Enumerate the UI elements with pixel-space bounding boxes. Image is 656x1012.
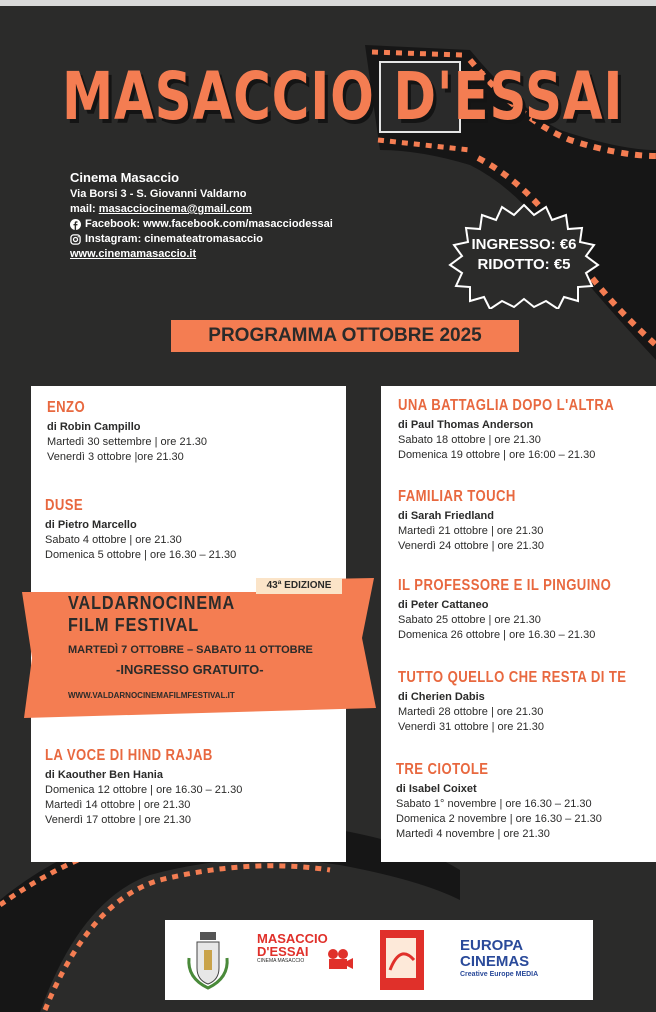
cinema-address: Via Borsi 3 - S. Giovanni Valdarno (70, 188, 247, 200)
facebook-row[interactable] (70, 217, 333, 232)
film-date: Martedì 4 novembre | ore 21.30 (396, 828, 550, 840)
film-director: di Robin Campillo (47, 421, 141, 433)
masaccio-logo-line1: MASACCIO (257, 931, 328, 946)
instagram-row[interactable] (70, 232, 333, 247)
instagram-icon (70, 234, 81, 245)
mail-row (70, 202, 333, 217)
film-date: Martedì 30 settembre | ore 21.30 (47, 436, 207, 448)
film-date: Domenica 19 ottobre | ore 16:00 – 21.30 (398, 449, 596, 461)
film-entry (398, 396, 656, 463)
europa-line2: CINEMAS (460, 953, 530, 970)
festival-text (68, 592, 313, 700)
film-director: di Peter Cattaneo (398, 599, 489, 611)
film-director: di Kaouther Ben Hania (45, 769, 163, 781)
film-date: Venerdì 31 ottobre | ore 21.30 (398, 721, 544, 733)
film-date: Sabato 4 ottobre | ore 21.30 (45, 534, 182, 546)
film-entry (396, 760, 602, 842)
film-date: Domenica 5 ottobre | ore 16.30 – 21.30 (45, 549, 237, 561)
website-link[interactable]: www.cinemamasaccio.it (70, 248, 197, 260)
film-date: Domenica 12 ottobre | ore 16.30 – 21.30 (45, 784, 243, 796)
film-director: di Sarah Friedland (398, 510, 494, 522)
film-entry (45, 496, 236, 563)
festival-title-line1: VALDARNOCINEMA (68, 593, 236, 613)
instagram-link[interactable]: Instagram: cinemateatromasaccio (85, 233, 263, 245)
mail-label: mail: (70, 203, 96, 215)
film-date: Venerdì 17 ottobre | ore 21.30 (45, 814, 191, 826)
sponsor-logos (165, 920, 593, 1000)
film-title: IL PROFESSORE E IL PINGUINO (398, 577, 612, 594)
film-date: Sabato 25 ottobre | ore 21.30 (398, 614, 541, 626)
film-date: Sabato 18 ottobre | ore 21.30 (398, 434, 541, 446)
film-entry (398, 668, 656, 735)
film-title: TUTTO QUELLO CHE RESTA DI TE (398, 669, 627, 686)
film-date: Martedì 14 ottobre | ore 21.30 (45, 799, 191, 811)
facebook-link[interactable]: Facebook: www.facebook.com/masacciodessai (85, 218, 333, 230)
price-ridotto: RIDOTTO: €5 (477, 256, 571, 273)
film-date: Martedì 21 ottobre | ore 21.30 (398, 525, 544, 537)
europa-cinemas-logo (460, 938, 538, 979)
film-date: Domenica 26 ottobre | ore 16.30 – 21.30 (398, 629, 596, 641)
municipal-crest-icon (185, 928, 231, 992)
masaccio-logo-line2: D'ESSAI (257, 944, 309, 959)
festival-free-entry: -INGRESSO GRATUITO- (116, 662, 264, 677)
film-title: DUSE (45, 497, 84, 514)
film-entry (45, 746, 250, 828)
price-ingresso: INGRESSO: €6 (471, 236, 577, 253)
masaccio-logo (257, 932, 328, 964)
film-director: di Cherien Dabis (398, 691, 485, 703)
camera-icon (327, 948, 353, 970)
film-date: Domenica 2 novembre | ore 16.30 – 21.30 (396, 813, 602, 825)
film-title: TRE CIOTOLE (396, 761, 489, 778)
festival-dates: MARTEDÌ 7 OTTOBRE – SABATO 11 OTTOBRE (68, 644, 313, 656)
book-cover-logo-icon (380, 930, 424, 990)
film-director: di Paul Thomas Anderson (398, 419, 534, 431)
festival-url[interactable]: WWW.VALDARNOCINEMAFILMFESTIVAL.IT (68, 691, 235, 700)
festival-edition: 43ª EDIZIONE (256, 578, 342, 594)
film-title: FAMILIAR TOUCH (398, 488, 516, 505)
price-text (446, 235, 602, 275)
film-date: Martedì 28 ottobre | ore 21.30 (398, 706, 544, 718)
film-title: ENZO (47, 399, 86, 416)
europa-sub: Creative Europe MEDIA (460, 971, 539, 978)
film-entry (47, 398, 207, 465)
film-date: Sabato 1° novembre | ore 16.30 – 21.30 (396, 798, 592, 810)
facebook-icon (70, 219, 81, 230)
film-director: di Isabel Coixet (396, 783, 477, 795)
film-title: UNA BATTAGLIA DOPO L'ALTRA (398, 397, 615, 414)
film-date: Venerdì 3 ottobre |ore 21.30 (47, 451, 184, 463)
festival-title-line2: FILM FESTIVAL (68, 615, 200, 635)
europa-line1: EUROPA (460, 937, 524, 954)
page-title: MASACCIO D'ESSAI (62, 58, 624, 135)
film-director: di Pietro Marcello (45, 519, 137, 531)
film-date: Venerdì 24 ottobre | ore 21.30 (398, 540, 544, 552)
cinema-info (70, 170, 333, 262)
film-entry (398, 487, 544, 554)
program-title: PROGRAMMA OTTOBRE 2025 (171, 320, 519, 352)
film-entry (398, 576, 656, 643)
mail-link[interactable]: masacciocinema@gmail.com (98, 203, 252, 215)
cinema-name: Cinema Masaccio (70, 170, 180, 185)
film-title: LA VOCE DI HIND RAJAB (45, 747, 213, 764)
masaccio-logo-sub: CINEMA MASACCIO (257, 958, 305, 964)
